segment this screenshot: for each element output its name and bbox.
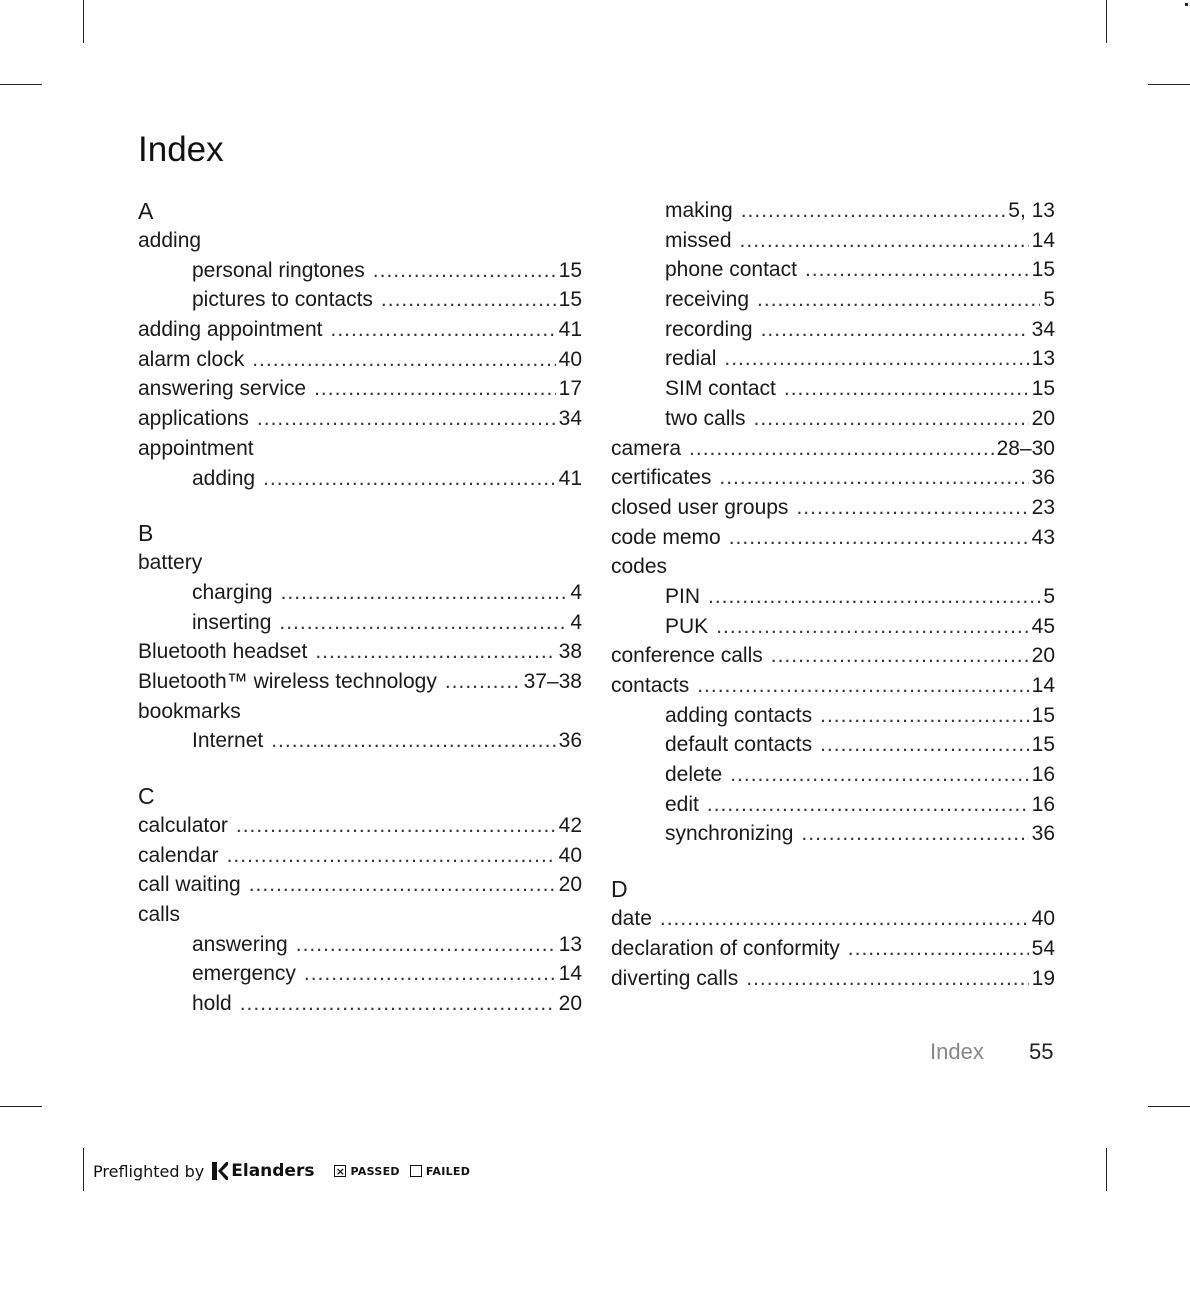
index-entry	[611, 964, 1055, 994]
index-page-ref: 20	[558, 992, 582, 1016]
index-entry	[611, 434, 1055, 464]
index-page-ref: 15	[1031, 377, 1055, 401]
dot-leader	[757, 285, 1040, 315]
index-entry-label: calls	[138, 903, 181, 927]
index-page-ref: 43	[1031, 525, 1055, 549]
dot-leader	[381, 285, 556, 315]
index-page-ref: 36	[1031, 822, 1055, 846]
page-title: Index	[138, 130, 224, 169]
index-page-ref: 5	[1043, 288, 1055, 312]
index-entry-label: edit	[665, 792, 699, 816]
index-entry-label: diverting calls	[611, 966, 739, 990]
crop-mark	[83, 0, 84, 43]
index-letter-heading: A	[138, 198, 154, 224]
index-page-ref: 40	[1031, 907, 1055, 931]
dot-leader	[236, 811, 556, 841]
index-entry-label: receiving	[665, 288, 750, 312]
index-entry	[138, 345, 582, 375]
dot-leader	[796, 493, 1028, 523]
index-subentry	[611, 285, 1055, 315]
dot-leader	[820, 730, 1029, 760]
dot-leader	[724, 344, 1028, 374]
elanders-logo-icon	[212, 1162, 228, 1180]
index-entry-label: recording	[665, 317, 753, 341]
dot-leader	[754, 404, 1029, 434]
index-entry-label: codes	[611, 555, 668, 579]
index-page-ref: 4	[570, 580, 582, 604]
index-subentry	[611, 196, 1055, 226]
passed-label: PASSED	[350, 1164, 400, 1178]
index-entry-label: hold	[192, 992, 232, 1016]
index-subentry	[138, 256, 582, 286]
crop-mark	[1106, 0, 1107, 43]
index-entry-label: SIM contact	[665, 377, 776, 401]
dot-leader	[304, 959, 556, 989]
dot-leader	[761, 315, 1029, 345]
dot-leader	[314, 374, 556, 404]
index-subentry	[611, 612, 1055, 642]
dot-leader	[689, 434, 994, 464]
index-letter-heading: B	[138, 520, 154, 547]
index-page-ref: 15	[1031, 258, 1055, 282]
dot-leader	[784, 374, 1029, 404]
index-entry-label: emergency	[192, 962, 296, 986]
index-subentry	[611, 344, 1055, 374]
index-entry-label: alarm clock	[138, 347, 245, 371]
index-page-ref: 41	[558, 318, 582, 342]
index-page-ref: 38	[558, 640, 582, 664]
index-page-ref: 14	[1031, 674, 1055, 697]
index-entry-label: call waiting	[138, 873, 241, 897]
index-page-ref: 15	[1031, 703, 1055, 727]
index-entry	[138, 811, 582, 841]
index-entry	[138, 870, 582, 900]
index-entry	[138, 900, 582, 930]
index-entry-label: missed	[665, 228, 732, 252]
index-subentry	[138, 578, 582, 608]
index-page-ref: 15	[1031, 733, 1055, 757]
dot-leader	[263, 464, 556, 494]
dot-leader	[716, 612, 1028, 642]
index-subentry	[611, 760, 1055, 790]
index-entry-label: pictures to contacts	[192, 288, 373, 312]
index-subentry	[611, 255, 1055, 285]
index-entry	[138, 315, 582, 345]
index-subentry	[611, 730, 1055, 760]
checkbox-empty-icon	[410, 1165, 422, 1177]
failed-check	[410, 1165, 470, 1178]
index-page-ref: 15	[558, 288, 582, 312]
dot-leader	[848, 934, 1029, 964]
index-entry-label: date	[611, 907, 652, 931]
index-entry-label: PIN	[665, 584, 701, 608]
index-page-ref: 23	[1031, 495, 1055, 519]
index-entry-label: PUK	[665, 614, 709, 638]
dot-leader	[730, 760, 1028, 790]
index-page-ref: 13	[1031, 347, 1055, 371]
index-page-ref: 34	[558, 407, 582, 431]
dot-leader	[279, 608, 567, 638]
dot-leader	[252, 345, 555, 375]
index-page-ref: 40	[558, 347, 582, 371]
index-entry-label: calculator	[138, 814, 228, 837]
index-entry	[138, 548, 582, 578]
index-subentry	[611, 582, 1055, 612]
index-entry-label: inserting	[192, 610, 272, 634]
footer-section-label: Index	[930, 1039, 984, 1064]
index-page-ref: 15	[558, 258, 582, 282]
index-page-ref: 16	[1031, 792, 1055, 816]
index-entry-label: closed user groups	[611, 495, 789, 519]
index-page-ref: 37–38	[523, 669, 582, 693]
index-column-right	[611, 196, 1055, 993]
index-entry-label: calendar	[138, 843, 219, 867]
dot-leader	[801, 819, 1028, 849]
index-page-ref: 20	[1031, 406, 1055, 430]
crop-mark	[1148, 1106, 1190, 1107]
dot-leader	[227, 841, 556, 871]
dot-leader	[271, 726, 555, 756]
index-page-ref: 16	[1031, 763, 1055, 787]
index-page-ref: 13	[558, 932, 582, 956]
passed-check	[334, 1165, 399, 1178]
crop-mark	[0, 84, 42, 85]
index-page-ref: 20	[1031, 644, 1055, 668]
dot-leader	[805, 255, 1029, 285]
dot-leader	[660, 904, 1029, 934]
index-entry-label: answering service	[138, 377, 307, 401]
index-entry-label: delete	[665, 763, 723, 787]
elanders-brand: Elanders	[231, 1161, 315, 1181]
dot-leader	[741, 196, 1006, 226]
index-entry-label: personal ringtones	[192, 258, 365, 282]
index-entry-label: Internet	[192, 729, 264, 753]
dot-leader	[729, 523, 1029, 553]
index-entry-label: phone contact	[665, 258, 797, 282]
index-entry	[138, 374, 582, 404]
index-entry-label: certificates	[611, 466, 712, 490]
index-entry	[138, 226, 582, 256]
dot-leader	[740, 226, 1029, 256]
index-entry	[611, 523, 1055, 553]
index-page-ref: 54	[1031, 936, 1055, 960]
index-entry-label: default contacts	[665, 733, 813, 757]
index-subentry	[611, 315, 1055, 345]
index-entry-label: redial	[665, 347, 717, 371]
index-entry	[611, 641, 1055, 671]
index-subentry	[138, 989, 582, 1019]
index-subentry	[611, 819, 1055, 849]
dot-leader	[746, 964, 1028, 994]
index-entry-label: conference calls	[611, 644, 763, 668]
index-page-ref: 20	[558, 873, 582, 897]
index-entry-label: adding contacts	[665, 703, 813, 727]
index-entry-label: applications	[138, 407, 249, 431]
index-page-ref: 5, 13	[1008, 199, 1055, 222]
index-entry	[138, 841, 582, 871]
dot-leader	[707, 790, 1029, 820]
index-entry-label: two calls	[665, 406, 746, 430]
dot-leader	[373, 256, 556, 286]
dot-leader	[257, 404, 556, 434]
index-entry	[138, 404, 582, 434]
index-page-ref: 36	[558, 729, 582, 753]
crop-mark	[1148, 84, 1190, 85]
preflight-stamp	[93, 1158, 470, 1184]
index-entry-label: declaration of conformity	[611, 936, 840, 960]
index-letter-heading: D	[611, 876, 628, 903]
index-entry-label: answering	[192, 932, 288, 956]
index-subentry	[611, 374, 1055, 404]
index-subentry	[138, 285, 582, 315]
crop-mark	[83, 1148, 84, 1191]
index-entry	[611, 463, 1055, 493]
index-subentry	[611, 701, 1055, 731]
index-column-left	[138, 196, 582, 1019]
index-subentry	[138, 608, 582, 638]
index-page-ref: 17	[558, 377, 582, 401]
index-subentry	[611, 404, 1055, 434]
index-subentry	[611, 790, 1055, 820]
crop-mark	[1106, 1148, 1107, 1191]
index-entry-label: code memo	[611, 525, 721, 549]
index-page-ref: 5	[1043, 584, 1055, 608]
index-entry-label: adding	[138, 229, 202, 252]
index-entry-label: camera	[611, 436, 682, 460]
index-entry-label: appointment	[138, 436, 254, 460]
index-page-ref: 40	[558, 843, 582, 867]
dot-leader	[820, 701, 1029, 731]
dot-leader	[281, 578, 568, 608]
index-page-ref: 4	[570, 610, 582, 634]
failed-label: FAILED	[425, 1164, 471, 1178]
index-subentry	[138, 464, 582, 494]
elanders-logo	[212, 1161, 314, 1181]
index-entry	[138, 697, 582, 727]
footer-page-number: 55	[1029, 1039, 1054, 1064]
index-entry-label: synchronizing	[665, 822, 794, 846]
index-entry-label: charging	[192, 580, 273, 604]
index-entry	[611, 904, 1055, 934]
dot-leader	[697, 671, 1028, 701]
checkbox-checked-icon: ×	[335, 1164, 346, 1178]
dot-leader	[771, 641, 1029, 671]
index-entry-label: making	[665, 199, 733, 222]
index-entry-label: battery	[138, 551, 203, 575]
index-entry	[138, 637, 582, 667]
preflight-text: Preflighted by	[93, 1161, 205, 1181]
index-entry	[611, 552, 1055, 582]
index-subentry	[611, 226, 1055, 256]
dot-leader	[330, 315, 555, 345]
index-entry	[138, 434, 582, 464]
dot-leader	[315, 637, 555, 667]
index-entry-label: adding appointment	[138, 318, 323, 342]
index-entry	[611, 493, 1055, 523]
index-page-ref: 41	[558, 466, 582, 490]
index-entry-label: contacts	[611, 674, 690, 697]
index-entry	[611, 934, 1055, 964]
dot-leader	[719, 463, 1028, 493]
index-page-ref: 14	[558, 962, 582, 986]
index-subentry	[138, 959, 582, 989]
dot-leader	[249, 870, 556, 900]
index-page-ref: 42	[558, 814, 582, 837]
dot-leader	[240, 989, 556, 1019]
dot-leader	[445, 667, 521, 697]
index-page-ref: 28–30	[996, 436, 1055, 460]
index-page-ref: 36	[1031, 466, 1055, 490]
index-entry	[138, 667, 582, 697]
crop-mark	[0, 1106, 42, 1107]
registration-dot	[1185, 3, 1188, 6]
index-entry-label: Bluetooth headset	[138, 640, 308, 664]
index-page-ref: 45	[1031, 614, 1055, 638]
index-page-ref: 19	[1031, 966, 1055, 990]
dot-leader	[296, 930, 556, 960]
index-entry-label: Bluetooth™ wireless technology	[138, 669, 437, 693]
index-letter-heading: C	[138, 783, 155, 809]
index-entry-label: bookmarks	[138, 699, 241, 723]
index-page-ref: 14	[1031, 228, 1055, 252]
index-page-ref: 34	[1031, 317, 1055, 341]
dot-leader	[708, 582, 1040, 612]
index-subentry	[138, 726, 582, 756]
index-entry-label: adding	[192, 466, 256, 490]
index-subentry	[138, 930, 582, 960]
index-entry	[611, 671, 1055, 701]
